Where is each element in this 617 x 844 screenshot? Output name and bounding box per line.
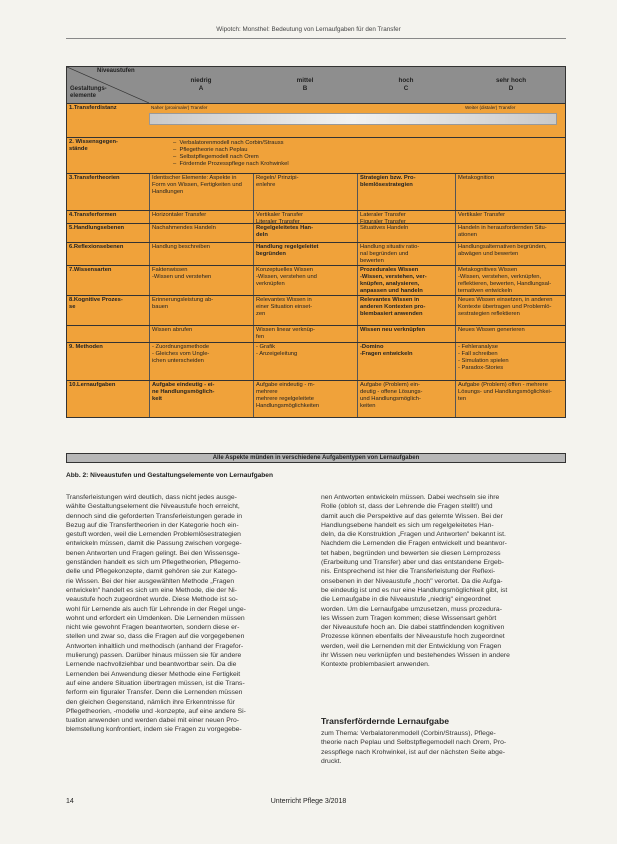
row-label: 3.Transfertheorien (69, 175, 120, 181)
text-line: Nachdem die Lernenden die Fragen entwickelt und beantwor- (321, 540, 507, 548)
table-cell: Relevantes Wissen in anderen Kontexten pro- blembasiert anwenden (357, 296, 455, 325)
table-cell: Handlung beschreiben (149, 243, 253, 265)
text-line: onsebenen in der Niveaustufe „hoch" verortet. Da die Aufga- (321, 577, 503, 585)
text-line: deln, da die Konstruktion „Fragen und Antworten" bekannt ist. (321, 531, 506, 539)
table-cell: Wissen neu verknüpfen (357, 326, 455, 342)
table-cell: Aufgabe (Problem) offen - mehrere Lösungs- und Handlungsmöglichkei- ten (455, 381, 567, 417)
text-line: wohnt und erfordert ein Umdenken. Die Lernenden müssen (66, 614, 245, 622)
table-cell: Aufgabe (Problem) ein- deutig - offene Lösungs- und Handlungsmöglich- keiten (357, 381, 455, 417)
text-line: wohl für Lernende als auch für Lehrende in der Regel unge- (66, 605, 246, 613)
table-cell: - Zuordnungsmethode - Gleiches vom Ungle- ichen unterscheiden (149, 343, 253, 380)
far-transfer-note: Weiter (distaler) Transfer (465, 105, 516, 110)
text-line: Pflegetheorien, -modelle und -konzepte, auf eine andere Si- (66, 707, 246, 715)
topic-list (173, 140, 289, 168)
table-cell: Handlung situativ ratio- nal begründen und bewerten (357, 243, 455, 265)
text-line: nis. Entsprechend ist hier die Transferleistung der Reflexi- (321, 568, 496, 576)
table-header (66, 66, 566, 104)
text-line: damit auch die Perspektive auf das gelernte Wissen. Bei der (321, 512, 503, 520)
table-row (66, 381, 566, 418)
magazine-name: Unterricht Pflege 3/2018 (270, 798, 347, 805)
text-line: (Erarbeitung und Transfer) aber und das entstandene Ergeb- (321, 559, 504, 567)
header-rule (66, 38, 566, 39)
table-cell: Identischer Elemente: Aspekte in Form von Wissen, Fertigkeiten und Handlungen (149, 174, 253, 210)
table-row (66, 343, 566, 381)
text-line: zesspflege nach Krohwinkel, ist auf der nächsten Seite abge- (321, 748, 506, 756)
table-cell: Neues Wissen einsetzen, in anderen Kontexte übertragen und Problemlö- sestrategien reflektieren (455, 296, 567, 325)
table-cell: -Domino -Fragen entwickeln (357, 343, 455, 380)
text-line: Prozesse können ebenfalls der Niveaustufe hoch zugeordnet (321, 633, 505, 641)
text-line: genständen handelt es sich um Pflegetheorien, Pflegemo- (66, 559, 241, 567)
transfer-gradient-bar (149, 113, 557, 125)
text-line: rie Wissen. Bei der hier ausgewählten Methode „Fragen (66, 577, 235, 585)
body-column-left (66, 493, 311, 735)
sidebar-note (321, 716, 566, 766)
list-item: – Pflegetheorie nach Peplau (173, 147, 248, 153)
table-row (66, 174, 566, 211)
table-row (66, 243, 566, 266)
table-cell: Vertikaler Transfer (455, 211, 567, 223)
text-line: Kontexte problembasiert anwenden. (321, 661, 430, 669)
table-cell: Nachahmendes Handeln (149, 224, 253, 242)
text-line: benen Antworten und Fragen gelingt. Bei den Wissensge- (66, 549, 240, 557)
table-cell: Metakognitives Wissen -Wissen, verstehen, verknüpfen, reflektieren, bewerten, Handlungsal- ternativen entwickeln (455, 266, 567, 295)
row-label: 10.Lernaufgaben (69, 382, 116, 388)
text-line: stellen und zwar so, dass die Fragen auf die vorgegebenen (66, 633, 245, 641)
subtext (321, 729, 566, 766)
text-line: theorie nach Peplau und Selbstpflegemodell nach Orem, Pro- (321, 739, 507, 747)
row-label: 9. Methoden (69, 344, 103, 350)
text-line: ihr Wissen neu verknüpfen und bestehendes Wissen in andere (321, 652, 510, 660)
level-d: sehr hoch D (495, 77, 527, 92)
subheading: Transferfördernde Lernaufgabe (321, 716, 449, 726)
table-cell: - Grafik - Anzeigeleitung (253, 343, 357, 380)
table-cell: Wissen linear verknüp- fen (253, 326, 357, 342)
table-cell: Situatives Handeln (357, 224, 455, 242)
text-line: entwickeln müssen, damit die Passung zwischen vorgege- (66, 540, 242, 548)
table-cell: Erinnerungsleistung ab- bauen (149, 296, 253, 325)
table-cell: Aufgabe eindeutig - ei- ne Handlungsmöglich- keit (149, 381, 253, 417)
text-line: gestuft worden, weil die Lernenden Problemlösestrategien (66, 531, 241, 539)
text-line: die Lernaufgabe in die Niveaustufe „niedrig" eingeordnet (321, 596, 491, 604)
table-cell: Relevantes Wissen in einer Situation einset- zen (253, 296, 357, 325)
text-line: les Wissen zum Tragen kommen; diese Wissensart gehört (321, 614, 497, 622)
table-cell: Horizontaler Transfer (149, 211, 253, 223)
text-line: dennoch sind die geforderten Transferleistungen gerade in (66, 512, 243, 520)
table-cell: Prozedurales Wissen -Wissen, verstehen, ver- knüpfen, analysieren, anpassen und handeln (357, 266, 455, 295)
table-cell: Regeln/ Prinzipi- enlehre (253, 174, 357, 210)
row-label: 1.Transferdistanz (69, 105, 117, 111)
table-row (66, 211, 566, 224)
text-line: delle und Pflegekonzepte, damit gehören sie zur Katego- (66, 568, 238, 576)
row-label: 7.Wissensarten (69, 267, 112, 273)
corner-levels-label: Niveaustufen (97, 68, 135, 74)
table-cell: - Fehleranalyse - Fall schreiben - Simulation spielen - Paradox-Stories (455, 343, 567, 380)
row-transferdistanz (66, 104, 566, 138)
near-transfer-note: Naher (proximaler) Transfer (151, 105, 208, 110)
table-row (66, 296, 566, 326)
text-line: zum Thema: Verbalatorenmodell (Corbin/Strauss), Pflege- (321, 730, 496, 737)
corner-elements-label: Gestaltungs- elemente (70, 86, 107, 99)
text-line: Antworten inhaltlich und methodisch (anhand der Fragefor- (66, 642, 244, 650)
row-label: 5.Handlungsebenen (69, 225, 125, 231)
text-line: druckt. (321, 757, 342, 765)
text-line: tuation anwenden und werden dabei mit einer neuen Pro- (66, 717, 240, 725)
text-line: der Niveaustufe hoch an. Die dabei stattfindenden kognitiven (321, 624, 505, 632)
list-item: – Fördernde Prozesspflege nach Krohwinkel (173, 161, 289, 167)
levels-table (66, 66, 566, 466)
list-item: – Verbalatorenmodell nach Corbin/Strauss (173, 140, 284, 146)
table-footer: Alle Aspekte münden in verschiedene Aufgabentypen von Lernaufgaben (66, 453, 566, 463)
text-line: werden, weil die Lernenden mit der Entwicklung von Fragen (321, 642, 502, 650)
table-cell: Lateraler Transfer Figuraler Transfer (357, 211, 455, 223)
table-cell: Wissen abrufen (149, 326, 253, 342)
text-line: auf eine andere Situation übertragen müssen, ist die Trans- (66, 679, 245, 687)
figure-caption: Abb. 2: Niveaustufen und Gestaltungselemente von Lernaufgaben (66, 472, 274, 479)
text-line: Rolle (obloh st, dass der Lehrende die Fragen stellt!) und (321, 503, 493, 511)
table-cell: Konzeptuelles Wissen -Wissen, verstehen und verknüpfen (253, 266, 357, 295)
text-line: worden. Um die Lernaufgabe umzusetzen, muss prozedura- (321, 605, 502, 613)
text-line: Handlungsebene handelt es sich um regelgeleitetes Han- (321, 521, 494, 529)
level-c: hoch C (398, 77, 414, 92)
text-line: blemstellung konfrontiert, indem sie Fragen zu vorgegebe- (66, 726, 242, 734)
level-a: niedrig A (190, 77, 212, 92)
text-line: be eindeutig ist und es nur eine Handlungsmöglichkeit gibt, ist (321, 586, 508, 594)
text-line: veaustufe hoch zugeordnet wurde. Diese Methode ist so- (66, 596, 238, 604)
text-line: ferform ein figuraler Transfer. Denn die Lernenden müssen (66, 689, 243, 697)
text-line: Bezug auf die Transfertheorien in der Kategorie hoch ein- (66, 521, 239, 529)
table-cell: Regelgeleitetes Han- deln (253, 224, 357, 242)
table-row (66, 326, 566, 343)
row-label: 8.Kognitive Prozes- se (69, 297, 123, 310)
text-line: Lernende nachvollziehbar und beantwortbar sein. Da die (66, 661, 237, 669)
table-cell: Strategien bzw. Pro- blemlösestrategien (357, 174, 455, 210)
text-line: mulierung) passen. Darüber hinaus müssen sie für andere (66, 652, 242, 660)
text-line: nen Antworten entwickeln müssen. Dabei wechseln sie ihre (321, 494, 500, 501)
text-line: Transferleistungen wird deutlich, dass nicht jedes ausge- (66, 494, 237, 501)
table-cell: Neues Wissen generieren (455, 326, 567, 342)
table-cell: Metakognition (455, 174, 567, 210)
table-row (66, 266, 566, 296)
level-b: mittel B (296, 77, 314, 92)
running-header: Wipotch: Monsthel: Bedeutung von Lernaufgaben für den Transfer (216, 26, 401, 33)
row-label: 6.Reflexionsebenen (69, 244, 124, 250)
text-line: entwickeln" handelt es sich um eine Methode, die der Ni- (66, 586, 237, 594)
row-label: 4.Transferformen (69, 212, 117, 218)
text-line: Lernenden bei Anwendung dieser Methode eine Fertigkeit (66, 670, 241, 678)
row-label (67, 326, 149, 342)
table-cell: Handlungsalternativen begründen, abwägen und bewerten (455, 243, 567, 265)
table-cell: Vertikaler Transfer Literaler Transfer (253, 211, 357, 223)
body-column-right (321, 493, 566, 670)
table-row (66, 224, 566, 243)
text-line: tet haben, begründen und bewerten sie diesen Lernprozess (321, 549, 501, 557)
table-cell: Handeln in herausfordernden Situ- ationen (455, 224, 567, 242)
table-cell: Handlung regelgeleitet begründen (253, 243, 357, 265)
row-label: 2. Wissensgegen- stände (69, 139, 118, 152)
row-wissensgegenstaende (66, 138, 566, 174)
text-line: den gleichen Gegenstand, nämlich ihre Erkenntnisse für (66, 698, 235, 706)
text-line: nicht wie gewohnt Fragen beantworten, sondern diese er- (66, 624, 240, 632)
table-cell: Aufgabe eindeutig - m- mehrere mehrere regelgeleitete Handlungsmöglichkeiten (253, 381, 357, 417)
text-line: wählte Gestaltungselement die Niveaustufe hoch erreicht, (66, 503, 240, 511)
list-item: – Selbstpflegemodell nach Orem (173, 154, 259, 160)
table-cell: Faktenwissen -Wissen und verstehen (149, 266, 253, 295)
page-number: 14 (66, 798, 74, 805)
